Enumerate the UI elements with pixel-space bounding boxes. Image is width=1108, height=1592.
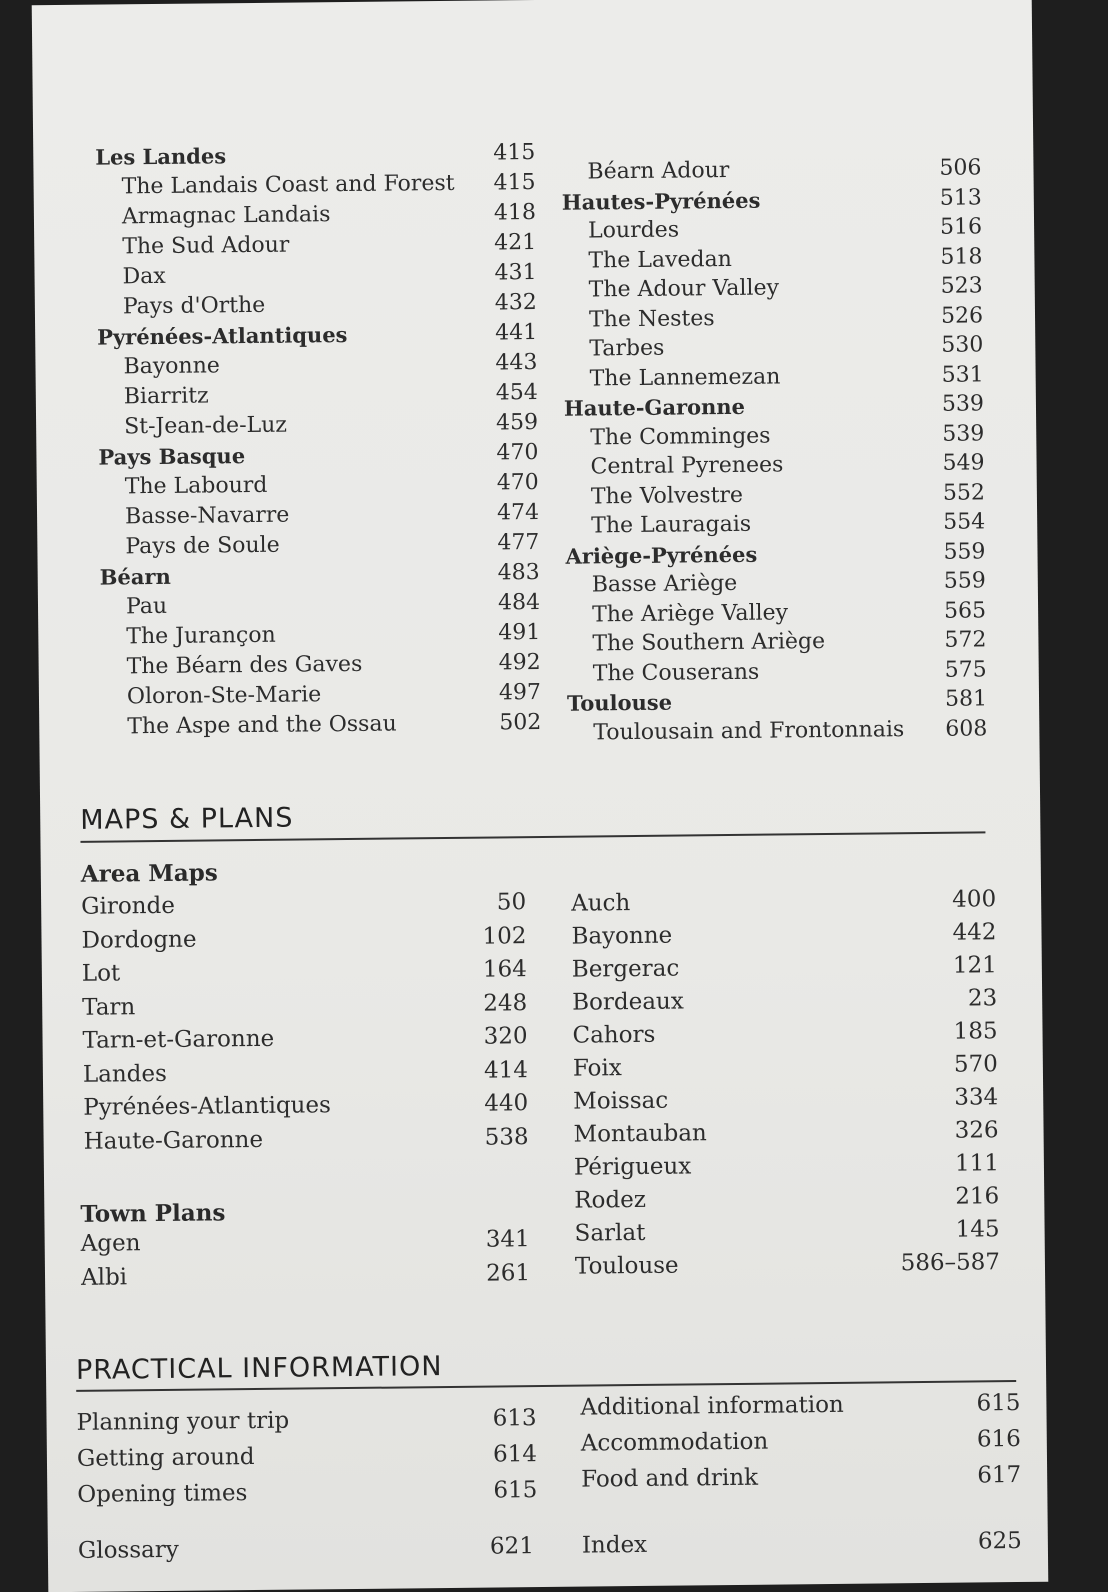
toc-entry (563, 271, 983, 305)
toc-entry (571, 916, 996, 953)
entry-label: Rodez (574, 1186, 647, 1214)
entry-page: 470 (496, 469, 539, 496)
entry-page: 431 (494, 260, 537, 286)
entry-label: Haute-Garonne (83, 1126, 264, 1155)
entry-label: Planning your trip (76, 1407, 290, 1436)
toc-entry (99, 498, 539, 533)
entry-page: 334 (954, 1084, 999, 1111)
toc-entry (574, 1147, 999, 1184)
entry-label: Périgueux (573, 1153, 692, 1181)
toc-entry (97, 318, 537, 353)
toc-entry (83, 1087, 528, 1125)
toc-entry-index (582, 1525, 1022, 1564)
section-heading: Haute-Garonne (563, 393, 746, 421)
entry-label: Basse-Navarre (124, 502, 290, 530)
entry-label: Béarn Adour (587, 157, 730, 185)
entry-page: 185 (953, 1018, 998, 1045)
entry-page: 531 (941, 361, 984, 388)
entry-label: The Jurançon (126, 622, 276, 650)
town-plans-heading: Town Plans (80, 1199, 226, 1228)
entry-label: Pau (125, 593, 168, 620)
entry-page: 513 (939, 184, 982, 211)
entry-label: Opening times (77, 1480, 248, 1508)
entry-page: 552 (942, 479, 986, 506)
entry-page: 483 (497, 559, 540, 586)
entry-page: 621 (489, 1533, 535, 1560)
toc-entry (573, 1048, 998, 1085)
entry-page: 506 (939, 155, 982, 181)
toc-entry (572, 982, 997, 1019)
toc-entry (100, 618, 540, 653)
book-page (32, 0, 1049, 1592)
entry-label: Tarn (82, 993, 136, 1021)
entry-page: 559 (943, 538, 986, 565)
toc-entry (581, 1457, 1021, 1498)
toc-entry (77, 1472, 537, 1513)
toc-entry (564, 360, 984, 394)
entry-page: 523 (940, 273, 983, 299)
toc-entry (565, 537, 985, 571)
toc-entry (572, 1015, 997, 1052)
toc-entry (566, 596, 986, 630)
entry-label: The Lavedan (588, 246, 732, 273)
entry-label: Bergerac (571, 955, 680, 983)
entry-page: 613 (492, 1405, 537, 1432)
entry-label: Dordogne (81, 926, 197, 954)
toc-entry (82, 1020, 527, 1058)
entry-page: 400 (952, 886, 997, 913)
toc-entry (581, 1421, 1021, 1462)
entry-page: 617 (977, 1461, 1022, 1489)
entry-label: The Labourd (124, 472, 268, 500)
area-maps-heading: Area Maps (80, 859, 218, 888)
entry-page: 614 (492, 1441, 538, 1468)
entry-label: Bayonne (571, 922, 673, 950)
entry-label: The Couserans (592, 659, 760, 686)
entry-label: St-Jean-de-Luz (124, 412, 288, 440)
entry-page: 470 (496, 439, 539, 466)
toc-entry (81, 1257, 530, 1295)
practical-bottom-row (78, 1525, 1022, 1569)
toc-entry (563, 301, 983, 335)
entry-page: 491 (498, 619, 541, 646)
entry-label: The Landais Coast and Forest (121, 170, 455, 200)
entry-label: Oloron-Ste-Marie (126, 682, 322, 710)
toc-entry (96, 258, 536, 293)
entry-page: 554 (943, 509, 986, 535)
entry-label: Toulousain and Frontonnais (593, 716, 905, 745)
toc-entry (96, 228, 536, 263)
entry-page: 526 (940, 302, 984, 329)
entry-page: 539 (942, 420, 985, 447)
toc-entry (565, 507, 985, 541)
entry-label: The Adour Valley (588, 275, 780, 303)
entry-label: Getting around (76, 1444, 255, 1472)
entry-label: The Volvestre (590, 482, 744, 509)
section-heading: Béarn (99, 563, 171, 590)
entry-page: 502 (499, 709, 542, 736)
entry-page: 572 (944, 627, 987, 653)
entry-page: 440 (484, 1090, 529, 1117)
toc-entry (571, 883, 996, 920)
toc-entry (562, 212, 982, 246)
entry-label: The Sud Adour (122, 232, 290, 260)
entry-page: 549 (942, 450, 985, 476)
toc-entry (567, 714, 987, 748)
entry-page: 530 (941, 332, 984, 358)
entry-page: 559 (943, 568, 986, 594)
entry-label: The Southern Ariège (592, 629, 826, 657)
entry-page: 341 (485, 1226, 530, 1253)
entry-label: Montauban (573, 1120, 707, 1148)
town-plans-left-list (81, 1223, 531, 1295)
entry-label: Lot (81, 960, 121, 987)
entry-page: 459 (495, 410, 539, 436)
toc-entry (76, 1400, 536, 1441)
entry-page: 432 (494, 290, 537, 316)
toc-entry (563, 330, 983, 364)
entry-label: Index (581, 1531, 648, 1559)
toc-entry (81, 886, 526, 924)
entry-page: 216 (955, 1183, 1000, 1210)
entry-page: 248 (483, 989, 528, 1017)
entry-label: Moissac (573, 1087, 669, 1115)
toc-entry (101, 648, 541, 683)
entry-page: 616 (976, 1426, 1021, 1453)
entry-label: The Aspe and the Ossau (127, 711, 397, 740)
entry-page: 586–587 (900, 1249, 1001, 1277)
toc-entry (98, 438, 538, 473)
entry-page: 441 (495, 320, 538, 346)
toc-entry (572, 949, 997, 986)
maps-section-title: MAPS & PLANS (80, 802, 294, 836)
entry-page: 538 (484, 1123, 529, 1151)
entry-page: 320 (483, 1023, 528, 1050)
toc-entry (565, 478, 985, 512)
toc-entry (564, 448, 984, 482)
toc-entry (83, 1121, 528, 1159)
toc-entry (98, 408, 538, 443)
entry-label: Central Pyrenees (590, 452, 784, 480)
entry-page: 121 (952, 952, 997, 979)
entry-page: 415 (493, 170, 536, 196)
toc-entry (95, 138, 535, 173)
toc-entry (77, 1436, 537, 1477)
entry-page: 102 (482, 922, 527, 950)
toc-entry (575, 1246, 1000, 1283)
toc-entry (95, 168, 535, 203)
toc-entry (83, 1054, 528, 1092)
entry-page: 575 (944, 656, 987, 683)
entry-label: Accommodation (580, 1428, 769, 1457)
toc-entry (99, 528, 539, 563)
toc-entry (567, 655, 987, 689)
entry-label: Biarritz (123, 383, 209, 410)
toc-entry (97, 348, 537, 383)
toc-entry (561, 153, 981, 187)
entry-page: 615 (493, 1477, 538, 1504)
entry-page: 50 (496, 889, 527, 916)
toc-entry (566, 625, 986, 659)
toc-entry (81, 1223, 530, 1261)
contents-right-column (561, 153, 987, 747)
entry-page: 414 (483, 1056, 529, 1084)
entry-label: Landes (82, 1060, 167, 1088)
entry-label: Toulouse (574, 1252, 679, 1280)
toc-entry (574, 1213, 999, 1250)
entry-page: 497 (498, 679, 542, 706)
entry-label: Pays d'Orthe (122, 292, 266, 320)
entry-page: 492 (498, 649, 541, 676)
entry-label: Additional information (580, 1391, 844, 1421)
toc-entry (98, 378, 538, 413)
entry-label: Tarbes (589, 335, 665, 362)
entry-label: Dax (122, 263, 166, 290)
entry-page: 539 (941, 391, 985, 417)
toc-entry (82, 953, 527, 991)
entry-page: 454 (495, 380, 538, 406)
entry-label: Tarn-et-Garonne (82, 1025, 275, 1054)
section-heading: Hautes-Pyrénées (561, 187, 761, 215)
toc-entry (564, 389, 984, 423)
toc-entry (97, 288, 537, 323)
contents-left-column (95, 138, 541, 743)
entry-label: Sarlat (574, 1219, 646, 1247)
toc-entry (573, 1114, 998, 1151)
entry-label: Foix (572, 1055, 622, 1082)
toc-entry (580, 1385, 1020, 1426)
entry-page: 421 (494, 230, 537, 256)
entry-label: The Comminges (590, 423, 771, 450)
entry-page: 477 (497, 529, 540, 556)
entry-page: 625 (977, 1527, 1022, 1555)
section-heading: Ariège-Pyrénées (565, 541, 758, 569)
entry-label: Albi (80, 1263, 128, 1291)
entry-label: Bordeaux (572, 988, 684, 1016)
section-heading: Pyrénées-Atlantiques (97, 321, 348, 350)
toc-entry (96, 198, 536, 233)
toc-entry (562, 183, 982, 217)
entry-page: 516 (939, 214, 983, 240)
entry-label: Basse Ariège (591, 570, 738, 598)
toc-entry (101, 708, 541, 743)
entry-label: Cahors (572, 1021, 656, 1049)
entry-label: Lourdes (587, 217, 680, 244)
entry-page: 443 (495, 350, 538, 376)
toc-entry (566, 566, 986, 600)
entry-page: 164 (482, 956, 527, 983)
entry-label: Food and drink (581, 1464, 759, 1493)
section-heading: Pays Basque (98, 443, 246, 470)
entry-page: 615 (976, 1390, 1021, 1417)
entry-label: Pyrénées-Atlantiques (83, 1092, 331, 1121)
entry-label: Pays de Soule (125, 532, 280, 560)
entry-label: The Lannemezan (589, 363, 781, 391)
toc-entry (573, 1081, 998, 1118)
entry-label: Gironde (81, 892, 176, 920)
toc-entry (564, 419, 984, 453)
entry-page: 484 (497, 589, 541, 616)
entry-label: Glossary (77, 1536, 179, 1564)
entry-label: Agen (80, 1230, 141, 1257)
toc-entry (81, 920, 526, 958)
entry-page: 518 (940, 243, 983, 270)
entry-page: 326 (954, 1117, 999, 1144)
entry-page: 145 (955, 1216, 1000, 1243)
entry-page: 442 (952, 919, 997, 946)
entry-label: Armagnac Landais (121, 202, 331, 230)
toc-entry (101, 678, 541, 713)
practical-left-list (76, 1400, 537, 1513)
entry-page: 474 (496, 499, 540, 526)
section-heading: Toulouse (566, 689, 673, 716)
entry-page: 418 (493, 200, 537, 226)
toc-entry (100, 588, 540, 623)
entry-page: 581 (944, 686, 988, 712)
toc-entry (574, 1180, 999, 1217)
section-heading: Les Landes (95, 143, 227, 170)
toc-entry (99, 468, 539, 503)
entry-page: 415 (493, 140, 536, 166)
toc-entry (100, 558, 540, 593)
area-maps-list (81, 886, 529, 1159)
entry-label: Auch (571, 890, 631, 917)
entry-page: 111 (954, 1150, 1000, 1177)
practical-right-list (580, 1385, 1021, 1498)
entry-page: 565 (943, 597, 987, 624)
entry-page: 261 (485, 1259, 531, 1287)
entry-page: 23 (967, 985, 998, 1012)
practical-section-title: PRACTICAL INFORMATION (75, 1351, 443, 1386)
entry-label: Bayonne (123, 353, 220, 380)
entry-label: The Lauragais (591, 511, 752, 539)
entry-label: The Nestes (588, 305, 715, 332)
town-plans-right-list (571, 883, 1000, 1283)
toc-entry (567, 684, 987, 718)
entry-label: The Béarn des Gaves (126, 651, 363, 680)
entry-label: The Ariège Valley (591, 599, 789, 627)
toc-entry (82, 987, 527, 1025)
entry-page: 608 (945, 715, 988, 742)
toc-entry (562, 242, 982, 276)
entry-page: 570 (953, 1051, 998, 1078)
